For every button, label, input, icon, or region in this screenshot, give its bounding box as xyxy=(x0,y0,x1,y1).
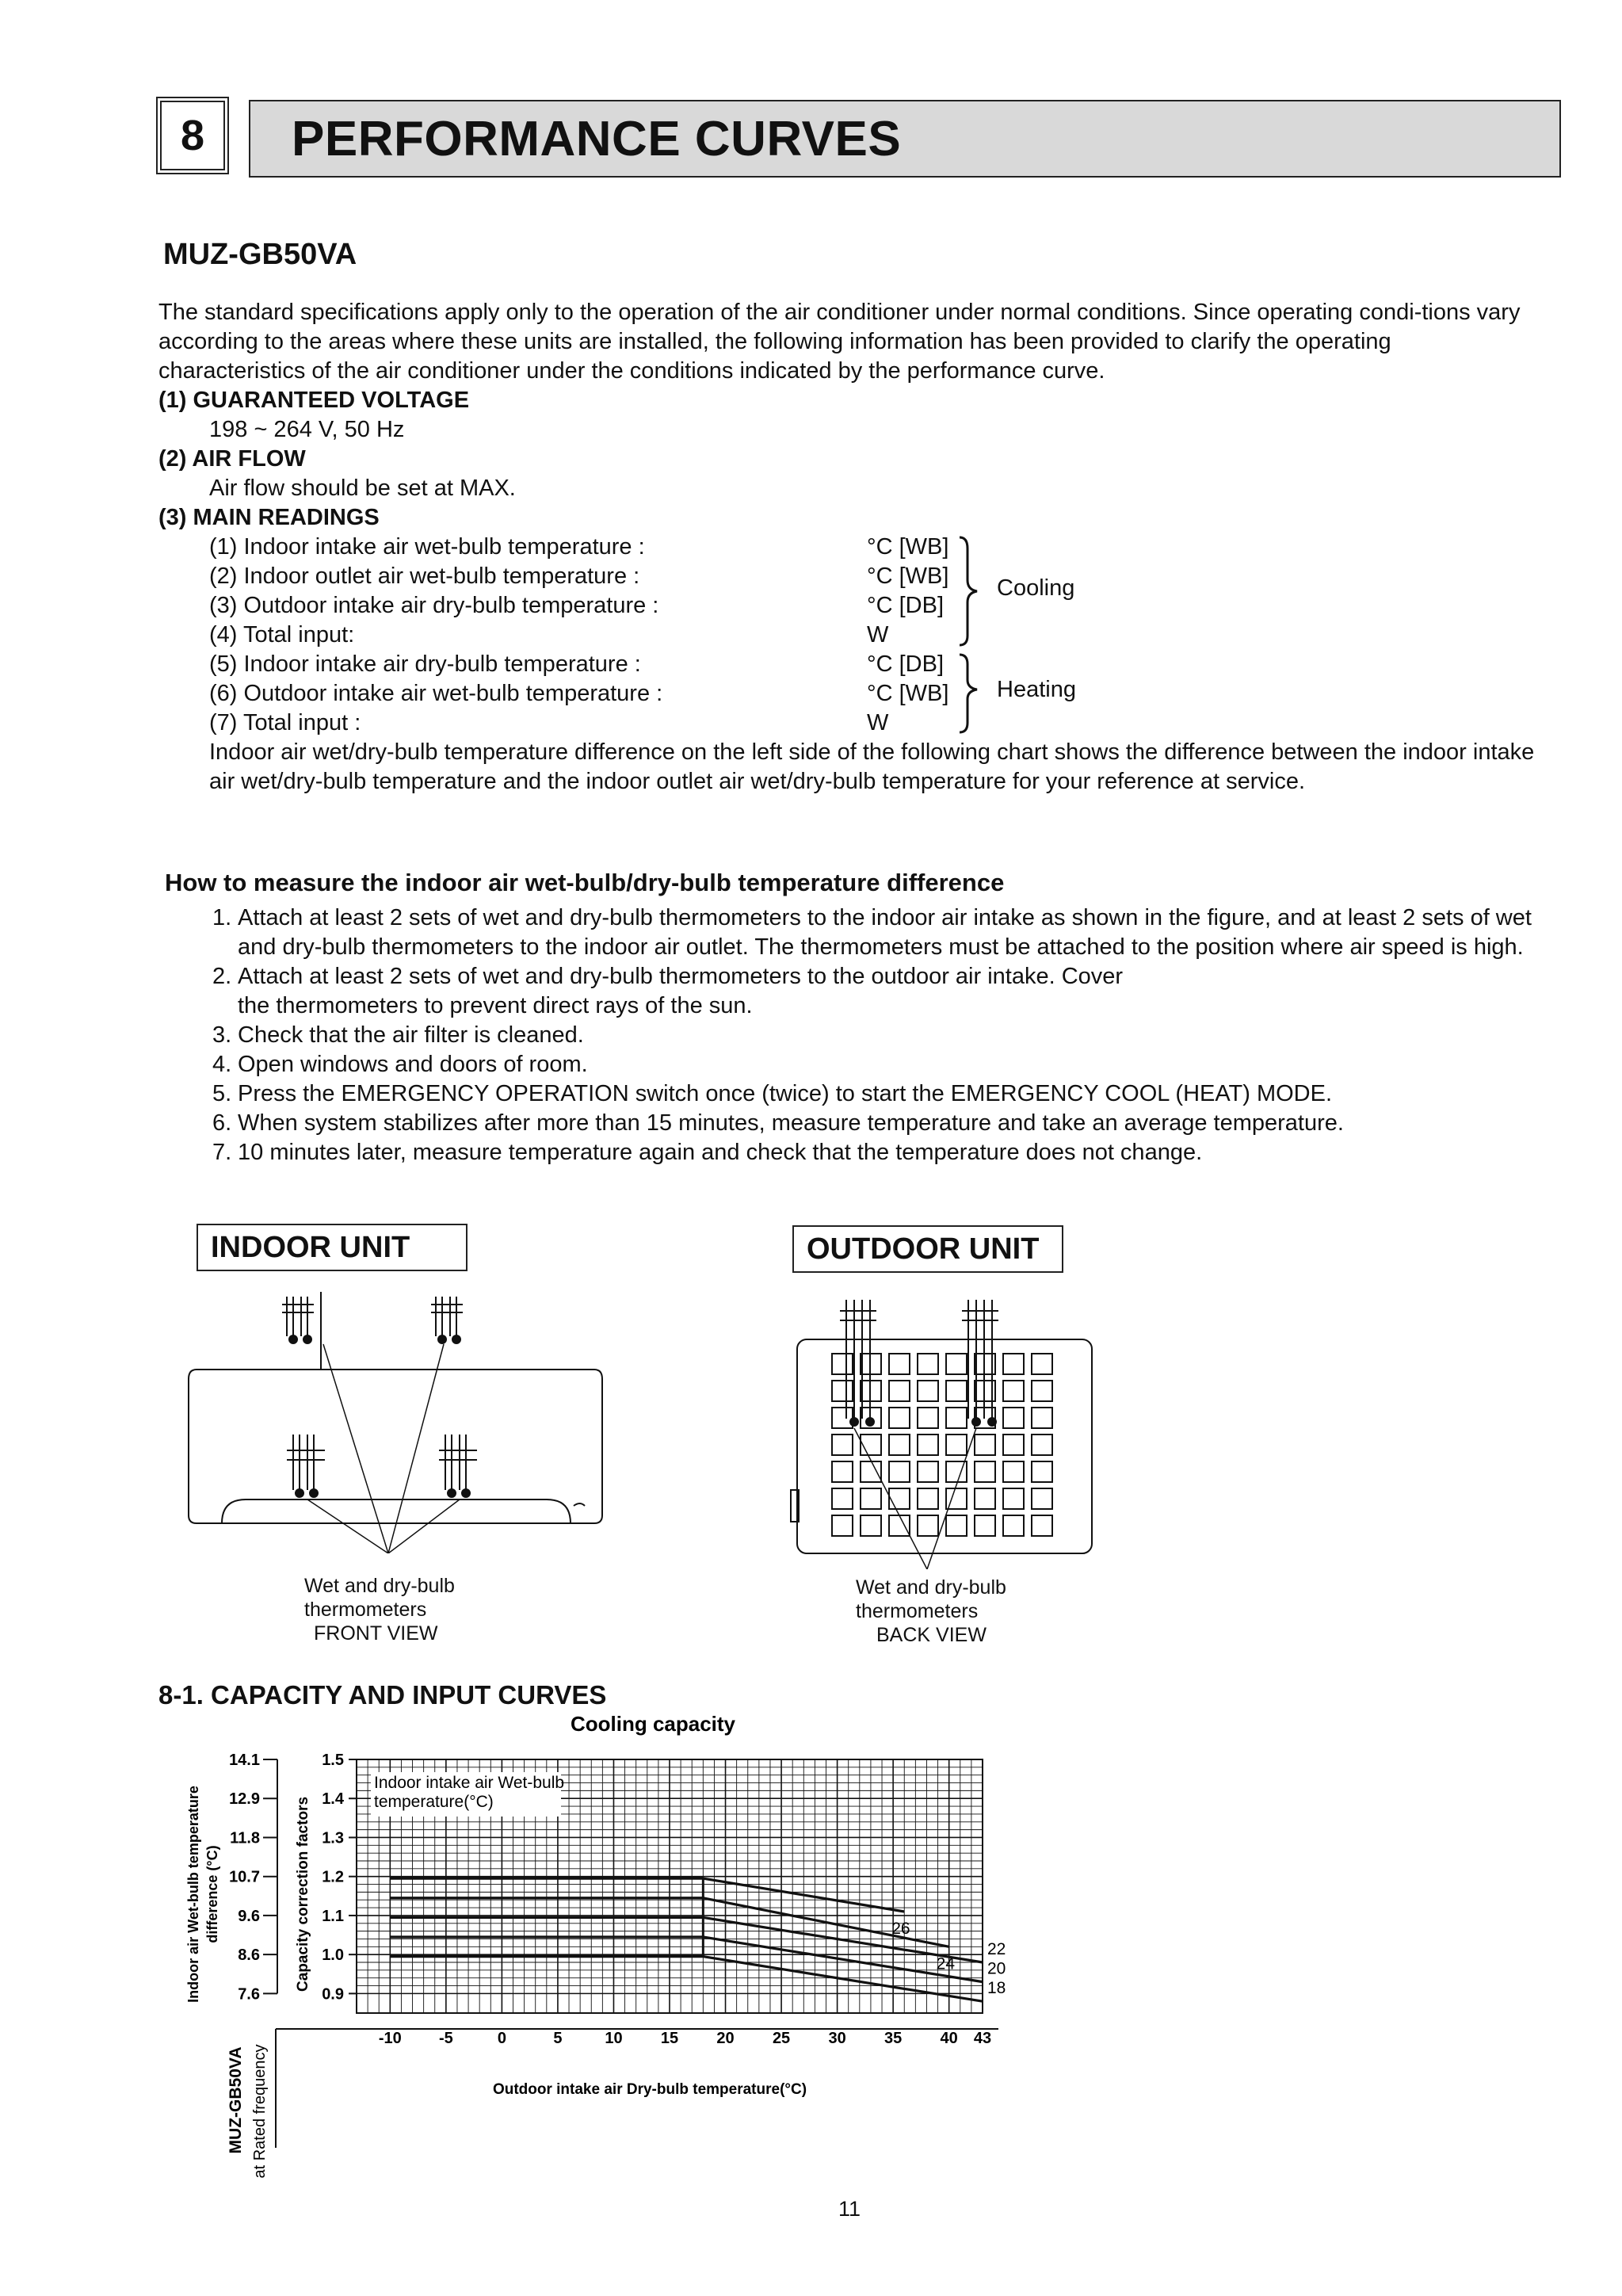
grille-cell xyxy=(918,1354,938,1374)
grille-cell xyxy=(918,1461,938,1482)
step-number: 7. xyxy=(212,1140,232,1165)
grille-cell xyxy=(1003,1515,1024,1536)
x-tick-label: 43 xyxy=(973,2030,992,2047)
x-axis-label: Outdoor intake air Dry-bulb temperature(°C) xyxy=(492,2081,807,2098)
grille-cell xyxy=(918,1435,938,1455)
step-text: 10 minutes later, measure temperature again and check that the temperature does not change. xyxy=(238,1140,1203,1165)
wb-diff-tick-label: 10.7 xyxy=(229,1868,260,1886)
grille-cell xyxy=(861,1435,881,1455)
grille-cell xyxy=(832,1408,853,1428)
step-text: Attach at least 2 sets of wet and dry-bulb thermometers to the outdoor air intake. Cover the thermometers to prevent direct rays of the sun. xyxy=(238,964,1124,1018)
grille-cell xyxy=(889,1461,910,1482)
reading-unit: W xyxy=(867,622,889,648)
y-tick-label: 1.5 xyxy=(322,1752,344,1769)
grille-cell xyxy=(946,1408,967,1428)
reading-label: (7) Total input : xyxy=(209,710,361,735)
grille-cell xyxy=(1003,1461,1024,1482)
grille-cell xyxy=(1003,1488,1024,1509)
reading-row xyxy=(158,562,1537,591)
grille-cell xyxy=(889,1435,910,1455)
heating-group-label: Heating xyxy=(997,677,1076,702)
list-item xyxy=(212,1079,1559,1109)
wb-diff-tick-label: 11.8 xyxy=(230,1829,260,1847)
list-item xyxy=(212,1109,1559,1138)
howto-steps xyxy=(212,904,1559,1167)
reading-unit: W xyxy=(867,710,889,735)
reading-label: (1) Indoor intake air wet-bulb temperature : xyxy=(209,534,645,560)
wb-diff-axis-label-1: Indoor air Wet-bulb temperature xyxy=(185,1786,201,2003)
x-tick-label: 5 xyxy=(553,2030,563,2047)
series-label-22: 22 xyxy=(987,1940,1006,1958)
grille-cell xyxy=(946,1354,967,1374)
grille-cell xyxy=(832,1381,853,1401)
step-text: Check that the air filter is cleaned. xyxy=(238,1022,584,1048)
grille-cell xyxy=(1003,1435,1024,1455)
section-title: PERFORMANCE CURVES xyxy=(249,100,1561,178)
grille-cell xyxy=(832,1435,853,1455)
x-tick-label: 40 xyxy=(940,2030,958,2047)
reading-row xyxy=(158,591,1537,621)
grille-cell xyxy=(832,1488,853,1509)
y-tick-label: 0.9 xyxy=(322,1985,344,2004)
x-tick-label: -5 xyxy=(438,2030,453,2047)
indoor-unit-label: INDOOR UNIT xyxy=(197,1224,468,1271)
series-label-24: 24 xyxy=(936,1954,956,1973)
side-note-label: at Rated frequency xyxy=(251,2044,269,2179)
grille-cell xyxy=(832,1461,853,1482)
step-text: Open windows and doors of room. xyxy=(238,1052,588,1077)
wb-diff-tick-label: 12.9 xyxy=(229,1790,260,1809)
x-tick-label: 25 xyxy=(772,2030,791,2047)
x-tick-label: 15 xyxy=(660,2030,679,2047)
y-tick-label: 1.4 xyxy=(322,1790,344,1809)
outdoor-unit-label: OUTDOOR UNIT xyxy=(792,1225,1063,1273)
model-heading: MUZ-GB50VA xyxy=(163,238,357,271)
grille-cell xyxy=(946,1435,967,1455)
step-number: 4. xyxy=(212,1052,232,1077)
reading-label: (5) Indoor intake air dry-bulb temperature : xyxy=(209,651,641,677)
x-tick-label: 35 xyxy=(884,2030,903,2047)
chart-title: Cooling capacity xyxy=(570,1712,736,1736)
outdoor-view-label: BACK VIEW xyxy=(876,1624,987,1646)
grille-cell xyxy=(861,1488,881,1509)
x-tick-label: -10 xyxy=(378,2030,402,2047)
grille-cell xyxy=(861,1461,881,1482)
series-label-26: 26 xyxy=(891,1920,910,1938)
cooling-group-label: Cooling xyxy=(997,575,1075,601)
grille-cell xyxy=(918,1408,938,1428)
grille-cell xyxy=(1032,1408,1052,1428)
indoor-caption-1: Wet and dry-bulb xyxy=(304,1575,455,1597)
step-text: When system stabilizes after more than 15 minutes, measure temperature and take an average temperature. xyxy=(238,1110,1344,1136)
indoor-view-label: FRONT VIEW xyxy=(314,1622,438,1645)
indoor-caption-2: thermometers xyxy=(304,1599,427,1621)
reading-unit: °C [DB] xyxy=(867,593,944,618)
list-item xyxy=(212,962,1559,1021)
outdoor-caption-2: thermometers xyxy=(856,1600,979,1622)
step-number: 1. xyxy=(212,905,232,930)
thermometer-icon xyxy=(431,1297,463,1343)
grille-cell xyxy=(975,1435,995,1455)
main-readings-heading: (3) MAIN READINGS xyxy=(158,505,380,530)
y-tick-label: 1.0 xyxy=(322,1946,344,1965)
grille-cell xyxy=(861,1515,881,1536)
step-number: 3. xyxy=(212,1022,232,1048)
grille-cell xyxy=(1003,1354,1024,1374)
readings-note: Indoor air wet/dry-bulb temperature difference on the left side of the following chart shows the difference between the indoor intake air wet/dry-bulb temperature and the indoor outlet air wet/dry-bulb temperature for your reference at service. xyxy=(209,739,1535,794)
grille-cell xyxy=(918,1381,938,1401)
reading-row xyxy=(158,709,1537,738)
thermometer-icon xyxy=(287,1435,325,1497)
wb-diff-tick-label: 9.6 xyxy=(238,1907,260,1925)
indoor-unit-figure xyxy=(182,1292,626,1553)
y-tick-label: 1.3 xyxy=(322,1829,344,1847)
reading-unit: °C [WB] xyxy=(867,563,949,589)
howto-title: How to measure the indoor air wet-bulb/dry-bulb temperature difference xyxy=(165,869,1005,896)
reading-group-braces xyxy=(955,533,987,739)
outdoor-unit-figure xyxy=(784,1300,1109,1569)
outdoor-caption-1: Wet and dry-bulb xyxy=(856,1576,1006,1599)
body-text xyxy=(158,298,1537,797)
step-text: Press the EMERGENCY OPERATION switch once (twice) to start the EMERGENCY COOL (HEAT) MODE. xyxy=(238,1081,1333,1106)
list-item xyxy=(212,904,1559,962)
step-number: 2. xyxy=(212,964,232,989)
page-number: 11 xyxy=(838,2197,861,2221)
legend-text-2: temperature(°C) xyxy=(374,1793,494,1811)
intro-paragraph: The standard specifications apply only to the operation of the air conditioner under normal conditions. Since operating condi-tions vary according to the areas where these units are installed, the following information has been provided to clarify the operating characteristics of the air conditioner under the conditions indicated by the performance curve. xyxy=(158,300,1521,384)
wb-diff-tick-label: 8.6 xyxy=(238,1946,260,1965)
grille-cell xyxy=(1003,1408,1024,1428)
step-number: 6. xyxy=(212,1110,232,1136)
step-number: 5. xyxy=(212,1081,232,1106)
reading-label: (4) Total input: xyxy=(209,622,355,648)
grille-cell xyxy=(946,1515,967,1536)
y-axis-label: Capacity correction factors xyxy=(295,1796,311,1992)
reading-row xyxy=(158,621,1537,650)
subsection-heading: 8-1. CAPACITY AND INPUT CURVES xyxy=(158,1680,607,1710)
grille-cell xyxy=(918,1515,938,1536)
grille-cell xyxy=(1032,1381,1052,1401)
side-model-label: MUZ-GB50VA xyxy=(227,2046,245,2154)
grille-cell xyxy=(889,1408,910,1428)
grille-cell xyxy=(889,1488,910,1509)
x-tick-label: 20 xyxy=(716,2030,735,2047)
grille-cell xyxy=(1032,1354,1052,1374)
wb-diff-tick-label: 7.6 xyxy=(238,1985,260,2004)
reading-unit: °C [WB] xyxy=(867,681,949,706)
grille-cell xyxy=(975,1488,995,1509)
list-item xyxy=(212,1021,1559,1050)
series-label-18: 18 xyxy=(987,1979,1006,1998)
grille-cell xyxy=(1032,1461,1052,1482)
guaranteed-voltage-value: 198 ~ 264 V, 50 Hz xyxy=(209,417,405,442)
chart-series-lines xyxy=(390,1878,1006,2001)
air-flow-heading: (2) AIR FLOW xyxy=(158,446,306,472)
chart-ticks xyxy=(229,1752,991,2047)
grille-cell xyxy=(918,1488,938,1509)
section-number: 8 xyxy=(156,97,229,174)
reading-label: (3) Outdoor intake air dry-bulb temperature : xyxy=(209,593,659,618)
grille-cell xyxy=(832,1515,853,1536)
legend-text-1: Indoor intake air Wet-bulb xyxy=(374,1774,565,1792)
grille-cell xyxy=(946,1381,967,1401)
grille-cell xyxy=(889,1381,910,1401)
outdoor-grille xyxy=(832,1354,1052,1536)
grille-cell xyxy=(832,1354,853,1374)
grille-cell xyxy=(975,1461,995,1482)
guaranteed-voltage-heading: (1) GUARANTEED VOLTAGE xyxy=(158,388,470,413)
y-tick-label: 1.2 xyxy=(322,1868,344,1886)
x-tick-label: 0 xyxy=(497,2030,506,2047)
thermometer-icon xyxy=(282,1297,314,1343)
grille-cell xyxy=(1003,1381,1024,1401)
reading-label: (6) Outdoor intake air wet-bulb temperature : xyxy=(209,681,663,706)
grille-cell xyxy=(889,1354,910,1374)
wb-diff-tick-label: 14.1 xyxy=(229,1752,260,1769)
x-tick-label: 30 xyxy=(828,2030,846,2047)
reading-row xyxy=(158,533,1537,562)
grille-cell xyxy=(1032,1515,1052,1536)
grille-cell xyxy=(975,1515,995,1536)
reading-row xyxy=(158,650,1537,679)
reading-unit: °C [DB] xyxy=(867,651,944,677)
air-flow-value: Air flow should be set at MAX. xyxy=(209,476,516,501)
main-readings-list xyxy=(158,533,1537,738)
step-text: Attach at least 2 sets of wet and dry-bulb thermometers to the indoor air intake as shown in the figure, and at least 2 sets of wet and dry-bulb thermometers to the indoor air outlet. The thermometers must be attached to the position where air speed is high. xyxy=(238,905,1532,960)
reading-row xyxy=(158,679,1537,709)
grille-cell xyxy=(1032,1488,1052,1509)
grille-cell xyxy=(1032,1435,1052,1455)
y-tick-label: 1.1 xyxy=(322,1907,344,1925)
series-label-20: 20 xyxy=(987,1959,1006,1978)
cooling-capacity-chart xyxy=(158,1704,1046,2179)
reading-unit: °C [WB] xyxy=(867,534,949,560)
list-item xyxy=(212,1138,1559,1167)
reading-label: (2) Indoor outlet air wet-bulb temperature : xyxy=(209,563,640,589)
thermometer-icon xyxy=(439,1435,477,1497)
grille-cell xyxy=(889,1515,910,1536)
list-item xyxy=(212,1050,1559,1079)
wb-diff-axis-label-2: difference (°C) xyxy=(204,1845,220,1943)
x-tick-label: 10 xyxy=(605,2030,623,2047)
